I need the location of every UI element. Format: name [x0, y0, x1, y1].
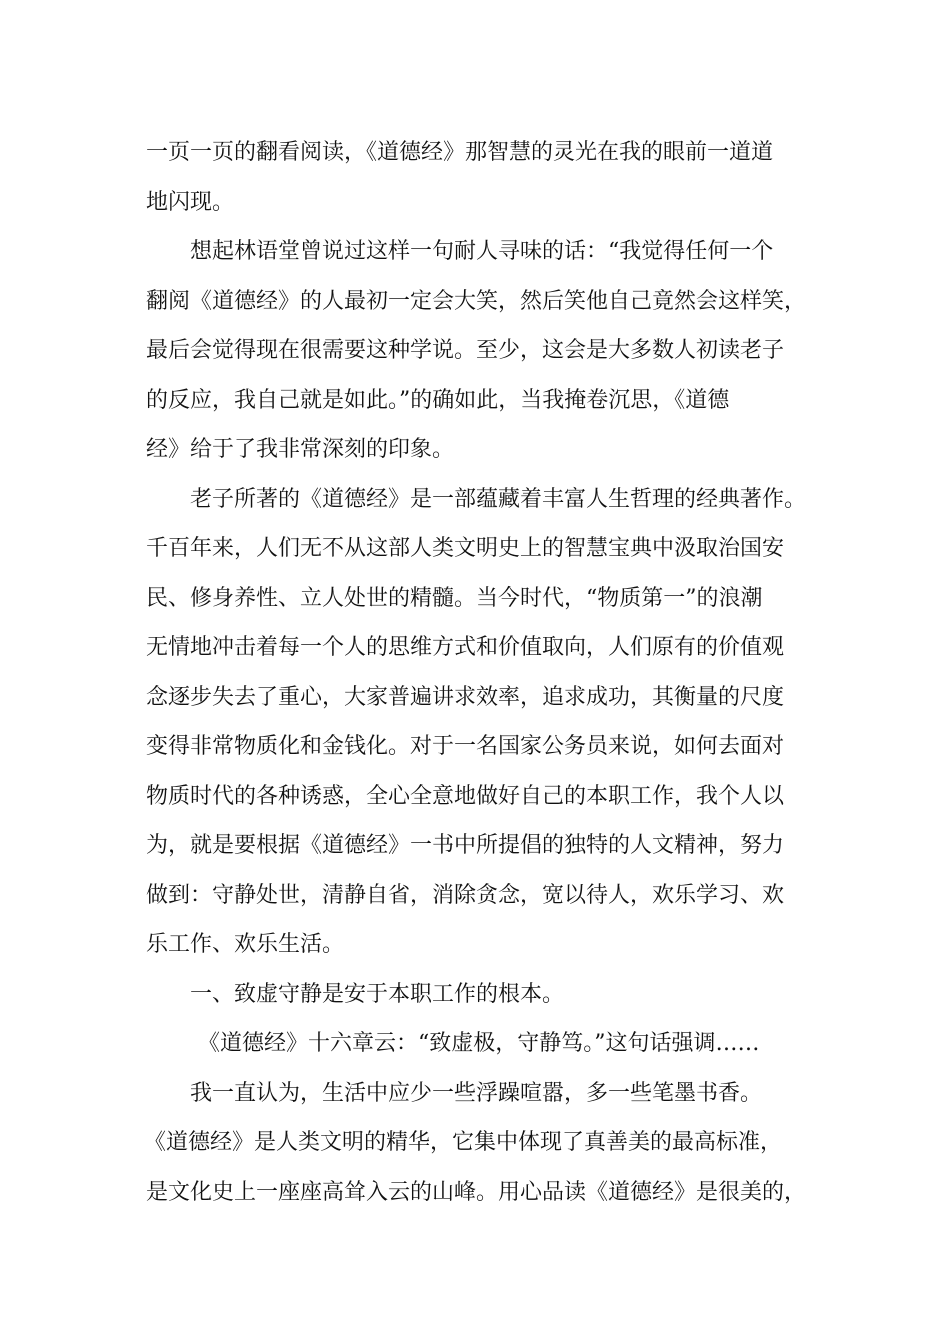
text-line: 《道德经》是人类文明的精华，它集中体现了真善美的最高标准，	[144, 1130, 783, 1155]
text-line: 念逐步失去了重心，大家普遍讲求效率，追求成功，其衡量的尺度	[146, 684, 785, 710]
section-heading: 一、致虚守静是安于本职工作的根本。	[190, 981, 565, 1007]
text-line: 民、修身养性、立人处世的精髓。当今时代，“物质第一”的浪潮	[146, 585, 763, 611]
paragraph-start-line: 老子所著的《道德经》是一部蕴藏着丰富人生哲理的经典著作。	[190, 486, 807, 512]
text-line: 无情地冲击着每一个人的思维方式和价值取向，人们原有的价值观	[146, 635, 785, 660]
text-line: 乐工作、欢乐生活。	[146, 932, 345, 957]
text-line: 一页一页的翻看阅读，《道德经》那智慧的灵光在我的眼前一道道	[146, 140, 774, 165]
text-line: 是文化史上一座座高耸入云的山峰。用心品读《道德经》是很美的，	[146, 1179, 807, 1205]
text-line: 翻阅《道德经》的人最初一定会大笑，然后笑他自己竟然会这样笑，	[146, 288, 807, 314]
text-line: 的反应，我自己就是如此。”的确如此，当我掩卷沉思，《道德	[146, 387, 730, 413]
text-line: 做到：守静处世，清静自省，消除贪念，宽以待人，欢乐学习、欢	[146, 882, 785, 908]
text-line: 经》给于了我非常深刻的印象。	[146, 437, 455, 462]
text-line: 为，就是要根据《道德经》一书中所提倡的独特的人文精神，努力	[146, 833, 785, 858]
text-line: 最后会觉得现在很需要这种学说。至少，这会是大多数人初读老子	[146, 338, 785, 363]
document-body	[146, 128, 826, 1217]
text-line: 物质时代的各种诱惑，全心全意地做好自己的本职工作，我个人以	[146, 783, 785, 809]
text-line: 千百年来，人们无不从这部人类文明史上的智慧宝典中汲取治国安	[146, 536, 785, 561]
text-line: 地闪现。	[146, 189, 235, 215]
paragraph-start-line: 《道德经》十六章云：“致虚极，守静笃。”这句话强调……	[198, 1031, 760, 1056]
paragraph-start-line: 想起林语堂曾说过这样一句耐人寻味的话：“我觉得任何一个	[190, 239, 774, 264]
paragraph-start-line: 我一直认为，生活中应少一些浮躁喧嚣，多一些笔墨书香。	[190, 1080, 763, 1106]
text-line: 变得非常物质化和金钱化。对于一名国家公务员来说，如何去面对	[146, 734, 785, 759]
